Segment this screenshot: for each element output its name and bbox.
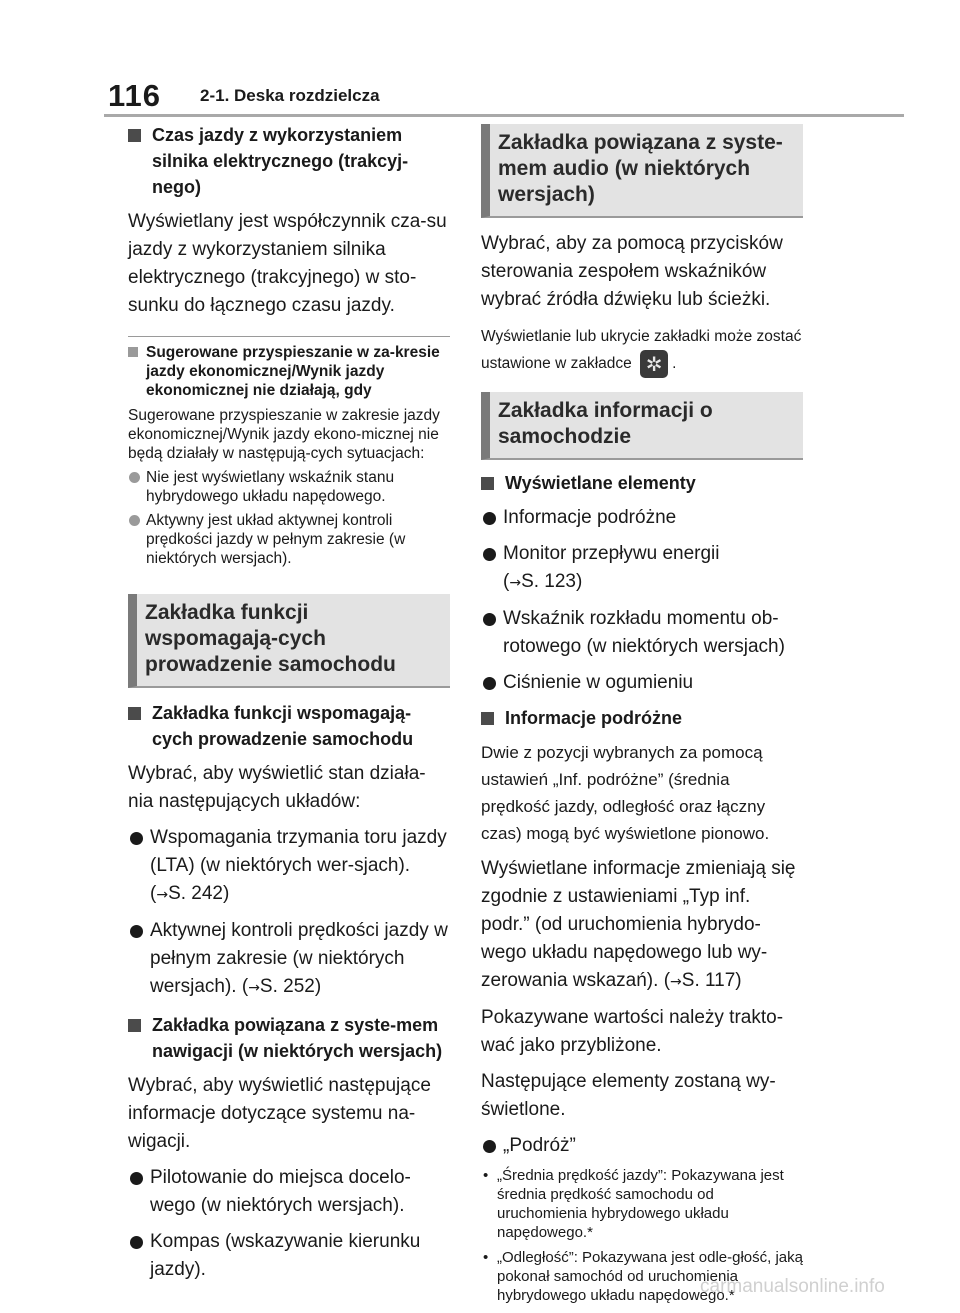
small-bullet-icon: •: [483, 1249, 489, 1266]
bullet-dot-icon: [130, 1172, 143, 1185]
bullet-dot-icon: [129, 472, 140, 483]
paragraph-trip-2: Wyświetlane informacje zmieniają się zgodnie z ustawieniami „Typ inf. podr.” (od uruchomienia hybrydo-wego układu napędowego lub wy-zerowania wskazań). (→S. 117): [481, 858, 796, 991]
sub-list-item: • „Odległość”: Pokazywana jest odle-głość, jaką pokonał samochód od uruchomienia hybrydowego układu napędowego.*: [483, 1249, 803, 1304]
square-bullet-icon: [128, 347, 138, 357]
sub-list-item: • „Średnia prędkość jazdy”: Pokazywana jest średnia prędkość samochodu od uruchomienia hybrydowego układu napędowego.*: [483, 1167, 784, 1241]
paragraph-trip-4: Następujące elementy zostaną wy-świetlone.: [481, 1071, 776, 1120]
list-item: Wspomagania trzymania toru jazdy (LTA) (w niektórych wer-sjach). (→S. 242): [128, 824, 450, 909]
small-bullet-icon: •: [483, 1167, 489, 1184]
paragraph-navigation: Wybrać, aby wyświetlić następujące informacje dotyczące systemu na-wigacji.: [128, 1075, 431, 1152]
note-bullet: Nie jest wyświetlany wskaźnik stanu hybrydowego układu napędowego.: [128, 468, 450, 506]
bullet-dot-icon: [130, 925, 143, 938]
bullet-dot-icon: [130, 1236, 143, 1249]
list-item: Kompas (wskazywanie kierunku jazdy).: [128, 1228, 450, 1284]
bullet-dot-icon: [483, 677, 496, 690]
bullet-dot-icon: [483, 613, 496, 626]
tab-heading-audio: Zakładka powiązana z syste-mem audio (w niektórych wersjach): [481, 124, 803, 218]
list-item: Informacje podróżne: [481, 504, 803, 532]
square-bullet-icon: [128, 707, 141, 720]
heading-driving-assist: Zakładka funkcji wspomagają-cych prowadzenie samochodu: [128, 700, 450, 752]
page-number: 116: [108, 78, 162, 113]
note-audio: Wyświetlanie lub ukrycie zakładki może zostać ustawione w zakładce ✲ .: [481, 324, 803, 378]
page-header: [104, 78, 904, 116]
list-item: Aktywnej kontroli prędkości jazdy w pełnym zakresie (w niektórych wersjach). (→S. 252): [128, 917, 450, 1002]
note-text: Sugerowane przyspieszanie w zakresie jazdy ekonomicznej/Wynik jazdy ekono-micznej nie będą działały w następują-cych sytuacjach:: [128, 407, 440, 462]
arrow-right-icon: →: [509, 575, 522, 591]
settings-gear-icon: [640, 350, 668, 378]
arrow-right-icon: →: [248, 980, 260, 996]
square-bullet-icon: [481, 477, 494, 490]
arrow-right-icon: →: [156, 887, 169, 903]
note-bullet: Aktywny jest układ aktywnej kontroli prędkości jazdy w pełnym zakresie (w niektórych wersjach).: [128, 511, 450, 568]
right-column: [481, 118, 803, 1305]
list-item: Pilotowanie do miejsca docelo-wego (w niektórych wersjach).: [128, 1164, 450, 1220]
heading-trip-info: Informacje podróżne: [481, 705, 803, 731]
page-reference[interactable]: S. 123): [521, 571, 583, 592]
paragraph-traction-time: Wyświetlany jest współczynnik cza-su jazdy z wykorzystaniem silnika elektrycznego (trakcyjnego) w sto-sunku do łącznego czasu jazdy.: [128, 211, 447, 316]
paragraph-trip-3: Pokazywane wartości należy trakto-wać jako przybliżone.: [481, 1007, 784, 1056]
square-bullet-icon: [481, 712, 494, 725]
bullet-dot-icon: [483, 548, 496, 561]
header-rule: [104, 114, 904, 117]
note-heading: Sugerowane przyspieszanie w za-kresie jazdy ekonomicznej/Wynik jazdy ekonomicznej nie działają, gdy: [128, 343, 450, 400]
bullet-dot-icon: [483, 1140, 496, 1153]
list-item: Monitor przepływu energii (→S. 123): [481, 540, 803, 597]
paragraph-driving-assist: Wybrać, aby wyświetlić stan działa-nia następujących układów:: [128, 763, 426, 812]
list-item: „Podróż”: [481, 1132, 803, 1160]
tab-heading-driving-assist: Zakładka funkcji wspomagają-cych prowadzenie samochodu: [128, 594, 450, 688]
tab-heading-vehicle-info: Zakładka informacji o samochodzie: [481, 392, 803, 460]
heading-traction-time: Czas jazdy z wykorzystaniem silnika elektrycznego (trakcyj-nego): [128, 122, 450, 200]
square-bullet-icon: [128, 1019, 141, 1032]
watermark: carmanualsonline.info: [700, 1276, 885, 1297]
list-item: Wskaźnik rozkładu momentu ob-rotowego (w niektórych wersjach): [481, 605, 803, 661]
arrow-right-icon: →: [670, 974, 682, 990]
paragraph-trip-1: Dwie z pozycji wybranych za pomocą ustawień „Inf. podróżne” (średnia prędkość jazdy, odległość oraz łączny czas) mogą być wyświetlone pionowo.: [481, 743, 770, 843]
bullet-dot-icon: [129, 515, 140, 526]
heading-navigation: Zakładka powiązana z syste-mem nawigacji (w niektórych wersjach): [128, 1012, 450, 1064]
paragraph-audio: Wybrać, aby za pomocą przycisków sterowania zespołem wskaźników wybrać źródła dźwięku lub ścieżki.: [481, 233, 783, 310]
page-reference[interactable]: S. 242): [168, 883, 230, 904]
bullet-dot-icon: [483, 512, 496, 525]
left-column: [128, 118, 450, 1284]
note-divider: [128, 336, 450, 337]
list-item: Ciśnienie w ogumieniu: [481, 669, 803, 697]
bullet-dot-icon: [130, 832, 143, 845]
section-title: 2-1. Deska rozdzielcza: [200, 86, 380, 105]
square-bullet-icon: [128, 129, 141, 142]
page-reference[interactable]: S. 117): [681, 970, 742, 991]
heading-displayed-items: Wyświetlane elementy: [481, 470, 803, 496]
page-reference[interactable]: S. 252): [259, 976, 322, 997]
